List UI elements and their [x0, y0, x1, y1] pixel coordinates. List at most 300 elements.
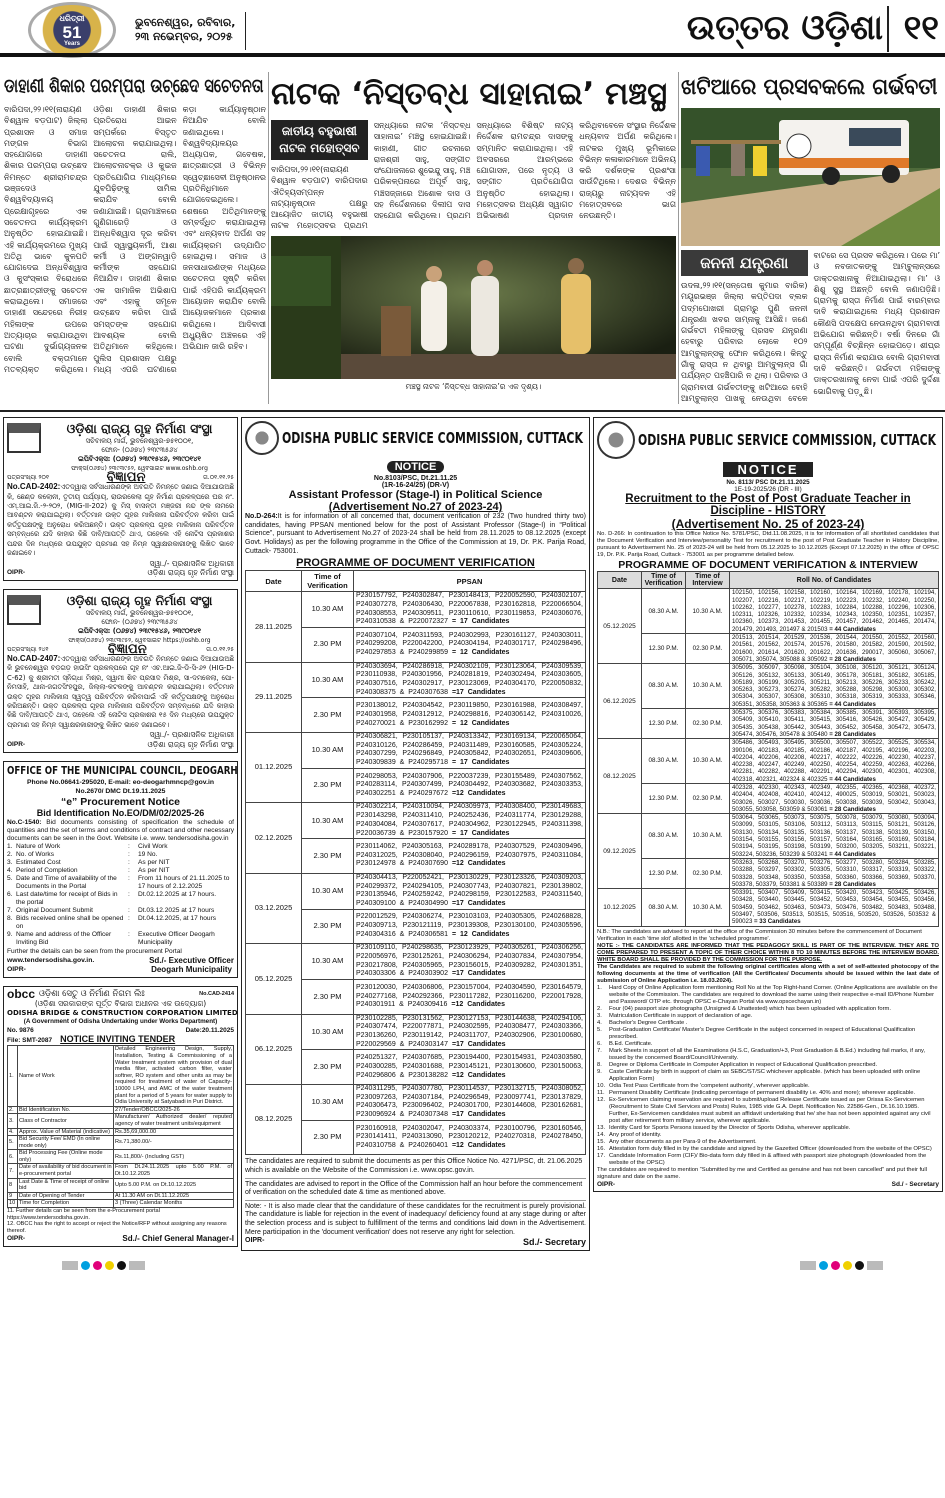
row-value: From Dt.24.11.2025 upto 5.00 P.M. of Dt.10.12.2025: [115, 1164, 232, 1178]
notice-number: No.D-264:: [245, 513, 278, 521]
schedule-date: 06.12.2025: [603, 697, 636, 705]
item-number: 17.: [597, 1152, 606, 1159]
phone-line: ଫୋନ- (୦୬୭୪) ୨୩୯୩୫୬୪: [101, 446, 178, 455]
work-detail-item: [7, 931, 234, 947]
tender-row: [8, 1200, 234, 1208]
document-item: [597, 985, 939, 1006]
schedule-row: [598, 814, 939, 859]
notice-heading: ବିଜ୍ଞାପନ: [106, 470, 146, 486]
item-value: Civil Work: [138, 843, 168, 851]
ppsan-list: P240307104, P240311593, P240302993, P230161127, P240303011, P240299208, P220042200, P240304194, P240301717, P240298496, P240297853 & P240299859: [356, 631, 583, 657]
right-article-headline: ଖଟିଆରେ ପ୍ରସବକଲେ ଗର୍ଭବତୀ: [681, 75, 938, 100]
obcc-logo: obcc: [7, 987, 36, 1002]
logo-number: 51: [62, 22, 82, 42]
notice-intro: It is for information of all concerned that, document verification of 232 (Two hundred thirty two) candidates, having PPSAN mentioned below for the post of Assistant Professor (Stage-I) in “Political Science”, pursuant to Advertisement No.27 of 2023-24 shall be held from 28.11.2025 to 08.12.2025 (except Govt. Holidays) as per the following programme in the Office of the Commission at 19, Dr. P.K. Parija Road, Cuttack- 753001.: [245, 513, 586, 555]
notice-intro: No. D-266: In continuation to this Office Notice No. 5781/PSC, Dtd.11.08.2025, it is for information of all shortlisted candidates that the Document Verification and Interview/personality Test for recruitment to the post of Post Graduate Teacher in History Discipline, pursuant to Advertisement No. 25 of 2023-24 will be held from 05.12.2025 to 10.12.2025 (Except 07.12.2025) in the office of OPSC 19, Dr. P.K. Parija Road, Cuttack - 753001 as per programme detailed below.: [597, 531, 939, 559]
row-label: Class of Contractor: [19, 1117, 67, 1124]
row-label: Date of Opening of Tender: [19, 1192, 85, 1199]
roll-number-list: 305095, 305097, 305098, 305104, 305108, 305120, 305121, 305124, 305126, 305132, 305133, 305149, 305178, 305181, 305182, 305185, 305189, 305199, 305205, 305211, 305213, 305226, 305233, 305242, 305263, 305273, 305274, 305282, 305288, 305298, 305300, 305302, 305304, 305307, 305308, 305310, 305318, 305319, 305333, 305346, 305351, 305358, 305363 & 305365: [732, 664, 936, 708]
column-verification-time: Time of Verification: [644, 573, 683, 588]
center-article-text: ବାରିପଦା,୨୨।୧୧(ନାରାୟଣ ବିଶ୍ୱାଳ ବଡ଼ପାଟ) ବାରିପଦାର ଐତିହ୍ୟସମ୍ପନ୍ନ ନାଟ୍ୟାନୁଷ୍ଠାନ ପକ୍ଷରୁ ଆୟୋଜିତ ଜାତୀୟ ବହୁଭାଷୀ ନାଟକ ମହୋତ୍ସବର ପ୍ରଥମ ସନ୍ଧ୍ୟାରେ ନାଟକ ‘ନିସ୍ତବ୍ଧ ସାହାନାଇ’ ମଞ୍ଚସ୍ଥ ହୋଇଯାଇଛି। କାହାଣୀ, ଗୀତ ରଚନାରେ ରାଜଶ୍ରୀ ସାହୁ, ସଙ୍ଗୀତ ସଂଯୋଜନାରେ ଶୁଭେନ୍ଦୁ ସାହୁ, ମଞ୍ଚ ପରିକଳ୍ପନାରେ ଅପୂର୍ବ ସାହୁ, ମଞ୍ଚସଜ୍ଜାରେ ଅଶୋକ ଦାସ ଓ ସହ ନିର୍ଦ୍ଦେଶନାରେ ଦିଲୀପ ଦାସ ସହଯୋଗ କରିଥିଲେ। ପ୍ରଥମ ସନ୍ଧ୍ୟାରେ ବିଶିଷ୍ଟ ନାଟ୍ୟ ନିର୍ଦ୍ଦେଶକ ରାମଚନ୍ଦ୍ର ଦାସଙ୍କୁ ସମ୍ମାନିତ କରାଯାଇଥିଲା। ଏହି ଅବସରରେ ଆରମ୍ଭରେ ଯୋଗାସନ, ପରେ ନୃତ୍ୟ ଓ ସଙ୍ଗୀତ ପ୍ରତିଯୋଗିତା ଅନୁଷ୍ଠିତ ହୋଇଥିଲା। ମହୋତ୍ସବର ଅଧ୍ୟକ୍ଷ ସ୍ୱାଗତ ଅଭିଭାଷଣ ପ୍ରଦାନ କରିଥିବାବେଳେ ସଂସ୍ଥାର ନିର୍ଦ୍ଦେଶକ ଧନ୍ୟବାଦ ଅର୍ପଣ କରିଥିଲେ। ନାଟକର ମୁଖ୍ୟ ଭୂମିକାରେ ବିଭିନ୍ନ କଳାକାରମାନେ ଅଭିନୟ କରି ଦର୍ଶକଙ୍କ ପ୍ରଶଂସା ସାଉଁଟିଥିଲେ। ଦେଶର ବିଭିନ୍ନ ରାଜ୍ୟରୁ ନାଟ୍ୟଦଳ ଏହି ମହୋତ୍ସବରେ ଭାଗ ନେଉଛନ୍ତି।: [271, 121, 676, 231]
document-item: [597, 1125, 939, 1132]
item-number: 7.: [597, 1047, 602, 1054]
item-number: 12.: [597, 1096, 606, 1103]
oipr-code: OIPR-: [245, 1237, 265, 1245]
oipr-code: OIPR-: [7, 569, 26, 577]
tender-row: [8, 1164, 234, 1178]
schedule-row: [598, 589, 939, 634]
item-value: Dt.03.12.2025 at 17 hours: [138, 907, 215, 915]
schedule-date: 01.12.2025: [254, 762, 293, 772]
corporation-title: ODISHA BRIDGE & CONSTRUCTION CORPORATION LIMITED: [7, 1008, 238, 1018]
notice-number: No. 9876: [7, 1027, 34, 1035]
item-text: Identity Card for Sports Persons issued by the Director of Sports Odisha, wherever applicable.: [609, 1124, 851, 1131]
schedule-row: [598, 783, 939, 813]
row-label: Name of Work: [19, 1072, 55, 1079]
section-title: ଉତ୍ତର ଓଡ଼ିଶା: [686, 8, 883, 48]
notices-section: [0, 417, 945, 1251]
item-text: Odia Test Pass Certificate from the 'competent authority', wherever applicable.: [609, 1082, 810, 1089]
schedule-row: [598, 739, 939, 784]
logo-word: ଧରିତ୍ରୀ: [59, 13, 85, 23]
roll-number-list: 503263, 503268, 503270, 503276, 503277, 503280, 503284, 503285, 503288, 503297, 503302, 503305, 503310, 503317, 503319, 503322, 503328, 503348, 503350, 503358, 503360, 503366, 503369, 503370, 503378, 503379, 503381 & 503389: [732, 858, 936, 888]
center-article-body: [271, 120, 676, 232]
work-detail-item: [7, 843, 234, 851]
housing-board-notice-1: [3, 417, 238, 581]
item-text: Bachelor's Degree Certificate .: [609, 1019, 688, 1026]
item-number: 2.: [7, 851, 13, 859]
separator: :: [128, 843, 130, 851]
roll-number-list: 503391, 503407, 503409, 503415, 503420, 503423, 503425, 503426, 503428, 503440, 503445, 503452, 503453, 503454, 503455, 503456, 503459, 503462, 503463, 503473, 503476, 503482, 503483, 503488, 503497, 503506, 503513, 503515, 503516, 503520, 503526, 503532 & 590023: [732, 889, 936, 926]
candidate-count: = 33 Candidates: [754, 918, 801, 926]
row-label: Approx. Value of Material (indicative): [19, 1128, 110, 1135]
grey-swatch: [129, 1261, 145, 1270]
separator: :: [128, 851, 130, 859]
epbx-line: ଇପିବିଏକ୍ସ: (୦୬୭୪) ୨୩୯୧୫୪୬, ୨୩୯୦୧୪୧: [78, 455, 201, 464]
document-item: [597, 1006, 939, 1013]
signatory: Sd./- Secretary: [522, 1237, 586, 1248]
housing-board-logo-icon: [7, 423, 41, 453]
document-item: [597, 1041, 939, 1048]
schedule-row: [246, 662, 586, 698]
tender-row: [8, 1136, 234, 1150]
item-value: As per NIT: [138, 859, 170, 867]
certificates-requirement: The Candidates are required to submit the following original certificates along with a set of self-attested photocopy of the following documents at the time of verification (All the Certificates/ Documents should be issued within the last date of submission of Online Application i.e. 18.03.2024).: [597, 963, 939, 984]
item-text: Degree or Diploma Certificate in Computer Application in respect of Educational Qualification prescribed.: [609, 1061, 878, 1068]
print-registration-marks-right: [800, 1261, 883, 1271]
signatory: ସ୍ୱା./- ପ୍ରଶାସନିକ ଅଧିକାରୀ: [149, 730, 234, 740]
nb-note: N.B.: The candidates are advised to report at the office of the Commission 30 minutes before the commencement of Document Verification in each 'time slot' allotted in the 'scheduled programme'.: [597, 928, 922, 942]
schedule-row: [598, 634, 939, 664]
column-ppsan: PPSAN: [456, 576, 483, 586]
candidate-count: =17 Candidates: [451, 1040, 506, 1048]
item-label: Last date/time for receipt of Bids in the portal: [16, 891, 118, 907]
candidate-count: = 17 Candidates: [451, 759, 510, 767]
verification-time: 2.30 PM: [313, 850, 342, 860]
separator: :: [128, 875, 130, 883]
signatory-office: Deogarh Municipality: [151, 965, 232, 975]
file-reference: (1R-16-24/25) (DR-V): [381, 482, 450, 490]
ambulance-village-photo: [681, 108, 940, 246]
tender-row: [8, 1192, 234, 1200]
document-item: [597, 1090, 939, 1097]
epbx-line: ଇପିବିଏକ୍ସ: (୦୬୭୪) ୨୩୯୧୫୪୬, ୨୩୯୦୧୪୧: [78, 627, 201, 636]
candidate-count: = 44 Candidates: [829, 775, 876, 783]
column-roll-numbers: Roll No. of Candidates: [796, 576, 872, 584]
reference-number: No.8103/PSC, Dt.21.11.25: [373, 475, 458, 483]
work-detail-item: [7, 851, 234, 859]
dateline-city-day: ଭୁବନେଶ୍ୱର, ରବିବାର,: [135, 16, 236, 29]
candidate-count: = 12 Candidates: [451, 649, 510, 657]
grey-swatch: [867, 1261, 883, 1270]
corporation-subtitle: (A Government of Odisha Undertaking under Works Department): [23, 1018, 218, 1026]
commission-title: ODISHA PUBLIC SERVICE COMMISSION, CUTTACK: [282, 429, 583, 448]
pedagogy-note: NOTE :- THE CANDIDATES ARE INFORMED THAT THE PEDAGOGY SKILL IS PART OF THE INTERVIEW. THEY ARE TO COME PREPARED TO PRESENT A TOPIC OF THEIR CHOICE WITHIN 8 TO 10 MINUTES BEFORE THE INTERVIEW BOARD. WHITE BOARD SHALL BE PROVIDED BY THE COMMISSION FOR THE PURPOSE.: [597, 942, 939, 963]
ppsan-list: P230138012, P240304542, P230119850, P230161988, P240308497, P240301958, P240312912, P240298816, P240306142, P240310026, P240270021 & P230162992: [356, 702, 583, 727]
verification-time: 12.30 P.M.: [648, 644, 679, 652]
reference-number: No.2670/ DMC Dt.19.11.2025: [75, 787, 166, 795]
item-label: Original Document Submit: [16, 907, 93, 915]
row-label: Bid Processing Fee (Online mode only): [19, 1150, 103, 1163]
post-title: Assistant Professor (Stage-I) in Political Science: [288, 489, 543, 502]
print-registration-marks-left: [62, 1261, 145, 1271]
signatory-office: ଓଡ଼ିଶା ରାଜ୍ୟ ଗୃହ ନିର୍ମାଣ ସଂସ୍ଥା: [147, 739, 234, 749]
item-text: Attestation form duly filled in by the candidate and signed by the Gazetted Officer (downloaded from the website of the OPSC): [609, 1145, 932, 1152]
verification-time: 08.30 A.M.: [648, 607, 679, 615]
signatory: Sd./- Chief General Manager-I: [122, 1234, 234, 1244]
interview-time: 10.30 A.M.: [692, 832, 723, 840]
divider: [268, 72, 269, 404]
verification-time: 12.30 P.M.: [648, 869, 679, 877]
item-number: 10.: [597, 1082, 606, 1089]
interview-time: 02.30 P.M.: [692, 644, 723, 652]
schedule-row: [598, 664, 939, 709]
deogarh-procurement-notice: [3, 761, 238, 979]
verification-time: 08.30 A.M.: [648, 682, 679, 690]
row-number: 1.: [9, 1072, 14, 1079]
document-item: [597, 1097, 939, 1125]
address-line: ସଚିବାଳୟ ମାର୍ଗ, ଭୁବନେଶ୍ୱର-୭୫୧୦୦୧,: [85, 609, 194, 618]
item-number: 9.: [597, 1068, 602, 1075]
tender-row: [8, 1178, 234, 1192]
programme-heading: PROGRAMME OF DOCUMENT VERIFICATION: [296, 557, 535, 570]
row-value: Manufacturer/ Authorized dealer/ reputed agency of water treatment units/equipment: [115, 1114, 232, 1127]
item-value: Executive Officer Deogarh Municipality: [138, 931, 215, 947]
schedule-date: 28.11.2025: [255, 621, 292, 631]
grey-swatch: [62, 1261, 78, 1270]
tender-row: [8, 1114, 234, 1128]
tender-row: [8, 1106, 234, 1114]
work-details-list: [7, 843, 234, 947]
document-item: [597, 1062, 939, 1069]
file-number: File: SMT-2087: [7, 1037, 53, 1045]
programme-heading: PROGRAMME OF DOCUMENT VERIFICATION & INTERVIEW: [618, 559, 918, 572]
item-label: Estimated Cost: [16, 859, 61, 867]
festival-label-box: ଜାତୀୟ ବହୁଭାଷୀ ନାଟକ ମହୋତ୍ସବ: [271, 120, 368, 160]
schedule-row: [246, 803, 586, 839]
verification-time: 10.30 AM: [311, 815, 344, 825]
notice-heading: ବିଜ୍ଞାପନ: [107, 642, 147, 658]
item-number: 13.: [597, 1124, 606, 1131]
notice-title: OFFICE OF THE MUNICIPAL COUNCIL, DEOGARH: [7, 764, 238, 777]
schedule-date: 10.12.2025: [603, 903, 636, 911]
separator: :: [128, 915, 130, 923]
work-detail-item: [7, 859, 234, 867]
board-title: ଓଡ଼ିଶା ରାଜ୍ୟ ଗୃହ ନିର୍ମାଣ ସଂସ୍ଥା: [66, 421, 213, 437]
color-dot: [855, 1261, 864, 1270]
report-time-note: The candidates are advised to report in the Office of the Commission half an hour before the commencement of verification on the scheduled date & time as mentioned above.: [245, 1181, 586, 1201]
item-number: 11.: [597, 1089, 605, 1096]
row-number: 8: [9, 1181, 13, 1188]
row-label: Bid Security Fee/ EMD (In online mode only): [19, 1136, 101, 1149]
discipline-title: Discipline - HISTORY: [710, 505, 826, 518]
column-time: Time of Verification: [307, 572, 348, 591]
letter-number: ପତ୍ରସଂଖ୍ୟା ୨୦୧: [7, 474, 49, 482]
row-label: Last Date & Time of receipt of online bid: [19, 1178, 110, 1192]
schedule-row: [246, 1085, 586, 1121]
row-value: Rs.71,380.00/-: [115, 1139, 152, 1146]
bid-identification: Bid Identification No.EO/DM/02/2025-26: [36, 807, 205, 818]
roll-number-list: 305486, 305493, 305495, 305500, 305507, 305522, 305525, 305534, 390106, 402183, 402185, 402186, 402187, 402195, 402196, 402203, 402204, 402206, 402208, 402217, 402222, 402226, 402230, 402237, 402238, 402247, 402249, 402250, 402254, 402259, 402263, 402266, 402281, 402282, 402288, 402291, 402294, 402300, 402301, 402308, 402318, 402321, 402324 & 402325: [732, 739, 936, 783]
item-text: B.Ed. Certificate.: [609, 1040, 653, 1047]
item-text: Mark Sheets in support of all the Examinations (H.S.C, Graduation/+3, Post Graduation & B.Ed.) including fail marks, if any, issued by the concerned Board/Council/University.: [609, 1047, 926, 1061]
oipr-code: OIPR-: [7, 740, 26, 748]
right-article: [681, 72, 940, 404]
roll-number-list: 503064, 503065, 503073, 503075, 503078, 503079, 503080, 503094, 503099, 503105, 503106, 503112, 503113, 503115, 503121, 503126, 503130, 503134, 503135, 503136, 503137, 503138, 503139, 503150, 503154, 503155, 503156, 503157, 503164, 503165, 503169, 503184, 503194, 503195, 503198, 503199, 503200, 503205, 503211, 503221, 503224, 503236, 503239 & 503241: [732, 814, 936, 858]
signatory-office: ଓଡ଼ିଶା ରାଜ୍ୟ ଗୃହ ନିର୍ମାଣ ସଂସ୍ଥା: [147, 568, 234, 578]
item-number: 2.: [597, 1005, 602, 1012]
item-number: 3.: [597, 1012, 602, 1019]
schedule-row: [246, 592, 586, 628]
schedule-row: [246, 733, 586, 769]
item-text: Post-Graduation Certificate/ Master's Degree Certificate in the subject concerned in respect of Educational Qualification prescribed.: [609, 1026, 916, 1040]
fax-website-line: ଫାକ୍ସ(୦୬୭୪) ୨୩୯୩୯୫୨, ୱେବସାଇଟ www.oshb.org: [71, 465, 208, 473]
ppsan-list: P230102285, P230131562, P230127153, P230144638, P240294106, P240307474, P220077871, P240302595, P240308477, P240303366, P230136260, P230119142, P240311707, P240302906, P230100680, P220029569 & P240303147: [356, 1014, 583, 1048]
mother-suffering-label-box: ଜନନୀ ଯନ୍ତ୍ରଣା: [681, 250, 808, 276]
file-reference: 1E-19-2025/26 (DR - III): [734, 486, 802, 494]
item-number: 1.: [597, 984, 602, 991]
work-detail-item: [7, 867, 234, 875]
schedule-row: [246, 944, 586, 980]
column-date: Date: [265, 576, 282, 586]
drama-scene-photo: [271, 236, 676, 379]
candidate-count: = 28 Candidates: [829, 880, 876, 888]
candidate-count: =12 Candidates: [451, 860, 506, 868]
logo-years: Years: [63, 40, 81, 47]
divider: [245, 12, 246, 50]
section-rule: [0, 410, 945, 412]
verification-time: 2.30 PM: [313, 639, 342, 649]
schedule-row: [598, 889, 939, 926]
item-label: Date and Time of availability of the Documents in the Portal: [16, 875, 117, 891]
cad-number: No.CAD-2414: [199, 991, 234, 998]
oipr-code: OIPR-: [7, 966, 26, 974]
divider: [678, 72, 679, 404]
notice-number: No.C-1540:: [7, 818, 42, 826]
post-title: Recruitment to the Post of Post Graduate Teacher in: [625, 493, 911, 506]
notice-intro: Bid documents consisting of specification the schedule of quantities and the set of terms and conditions of contract and other necessary documents can be seen in the Govt. Website i.e. www. tendersodisha.gov.in: [7, 818, 234, 843]
interview-time: 10.30 A.M.: [692, 607, 723, 615]
roll-number-list: 305375, 305376, 305383, 305384, 305385, 305391, 305393, 305395, 305409, 305410, 305411, 305415, 305416, 305426, 305427, 305429, 305435, 305438, 305442, 305443, 305452, 305458, 305472, 305473, 305474, 305476, 305478 & 305480: [732, 709, 936, 738]
roll-number-list: 102150, 102156, 102158, 102160, 102164, 102169, 102178, 102194, 102207, 102216, 102217, 102219, 102223, 102232, 102240, 102250, 102262, 102277, 102278, 102283, 102284, 102288, 102296, 102306, 102311, 102326, 102332, 102334, 102343, 102350, 102351, 102357, 102360, 102373, 201453, 201455, 201457, 201462, 201465, 201474, 201479, 201493, 201497 & 201503: [732, 589, 936, 633]
schedule-row: [598, 858, 939, 888]
opsc-political-science-notice: [241, 417, 590, 1251]
item-value: 19 No.: [138, 851, 158, 859]
left-article: [4, 72, 266, 375]
row-value: Rs.11,800/- (Including GST): [115, 1153, 185, 1160]
commission-title: ODISHA PUBLIC SERVICE COMMISSION, CUTTACK: [638, 431, 936, 450]
verification-time: 2.30 PM: [313, 709, 342, 719]
item-label: Nature of Work: [16, 843, 61, 851]
verification-time: 2.30 PM: [313, 991, 342, 1001]
item-number: 6.: [597, 1040, 602, 1047]
notice-text: ଏତଦ୍ୱାରା ସର୍ବସାଧାରଣଙ୍କ ଅବଗତି ନିମନ୍ତେ ଜଣାଇ ଦିଆଯାଉଅଛି କି, ଛେଣ୍ଡ କଲୋନୀ, ତୃତୀୟ ପର୍ଯ୍ୟାୟ, ରାଉରକେଲା ଗୃହ ନିର୍ମାଣ ପ୍ରକଳ୍ପରେ ଘର ନଂ. ଏମ୍.ଆଇ.ଜି.-୨-୨୦୨, (MIG-II-202) କୁ ମିସ୍ ବାସନ୍ତୀ ମଞ୍ଜରୀ ନନ୍ଦ ଙ୍କ ନାମରେ ଆବଣ୍ଟନ କରାଯାଇଥିଲା। ବର୍ତ୍ତମାନ ଉକ୍ତ ଗୃହର ମାଲିକାନା ପରିବର୍ତ୍ତନ କରିବା ପାଇଁ କର୍ତ୍ତୃପକ୍ଷଙ୍କୁ ଅନୁରୋଧ କରିଅଛନ୍ତି। ଉକ୍ତ ପ୍ରକଳ୍ପ ଗୃହର ମାଲିକାନା ପରିବର୍ତ୍ତନ ସମ୍ବନ୍ଧରେ ଯଦି କାହାର କିଛି ଦାବି/ଆପତ୍ତି ଥାଏ, ତାହେଲେ ଏହି ନୋଟିସ ପ୍ରକାଶର ପନ୍ଦର ଦିନ ମଧ୍ୟରେ ଉପଯୁକ୍ତ ପ୍ରମାଣ ସହ ନିମ୍ନ ସ୍ୱାକ୍ଷରକାରୀଙ୍କୁ ଲିଖିତ ଭାବେ ଜଣାଇବେ।: [7, 483, 234, 558]
opsc-emblem-icon: [597, 421, 635, 459]
row-value: 27/Tender/OBCC/2025-26: [115, 1106, 180, 1113]
separator: :: [128, 907, 130, 915]
row-number: 9: [9, 1192, 13, 1199]
work-detail-item: [7, 875, 234, 891]
candidate-count: =12 Candidates: [451, 1142, 506, 1150]
verification-time: 08.30 A.M.: [648, 832, 679, 840]
row-value: Upto 5.00 P.M. on Dt.10.12.2025: [115, 1181, 197, 1188]
dateline: [135, 16, 235, 44]
ppsan-list: P240311295, P240307780, P230114537, P230132715, P240308052, P230097263, P240307184, P240296549, P230097741, P230137829, P240306473, P230096402, P240301700, P230144608, P230162681, P230096924 & P240307348: [356, 1085, 583, 1119]
signatory: Sd./ - Secretary: [891, 1180, 939, 1188]
right-article-text: ଉଦଳା,୨୨।୧୧(ସନ୍ତୋଷ କୁମାର ବାରିକ) ମୟୂରଭଞ୍ଜ ଜିଲ୍ଲା କପ୍ତିପଦା ବ୍ଲକ ପଦ୍ମପୋଖରୀ ଗ୍ରାମରୁ ପୁଣି ଜନନୀ ଯନ୍ତ୍ରଣା ଖବର ସାମ୍ନାକୁ ଆସିଛି। ଜଣେ ଗର୍ଭବତୀ ମହିଳାଙ୍କୁ ପ୍ରସବ ଯନ୍ତ୍ରଣା ହେବାରୁ ପରିବାର ଲୋକେ ୧୦୨ ଆମ୍ବୁଲାନ୍ସକୁ ଫୋନ କରିଥିଲେ। କିନ୍ତୁ ଗାଁକୁ ରାସ୍ତା ନ ଥିବାରୁ ଆମ୍ବୁଲାନ୍ସ ଗାଁ ପର୍ଯ୍ୟନ୍ତ ପହଞ୍ଚିପାରି ନ ଥିଲା। ପରିବାର ଓ ଗ୍ରାମବାସୀ ଗର୍ଭବତୀଙ୍କୁ ଖଟିଆରେ ବୋହି ଆମ୍ବୁଲାନ୍ସ ପାଖକୁ ନେଉଥିବା ବେଳେ ବାଟରେ ସେ ପ୍ରସବ କରିଥିଲେ। ପରେ ମା’ ଓ ନବଜାତକଙ୍କୁ ଆମ୍ବୁଲାନ୍ସରେ ଡାକ୍ତରଖାନାକୁ ନିଆଯାଇଥିଲା। ମା’ ଓ ଶିଶୁ ସୁସ୍ଥ ଅଛନ୍ତି ବୋଲି ଜଣାପଡ଼ିଛି। ଗ୍ରାମକୁ ରାସ୍ତା ନିର୍ମାଣ ପାଇଁ ବାରମ୍ବାର ଦାବି କରାଯାଇଥିଲେ ମଧ୍ୟ ପ୍ରଶାସନ କୌଣସି ପଦକ୍ଷେପ ନେଉନଥିବା ଗ୍ରାମବାସୀ ଅଭିଯୋଗ କରିଛନ୍ତି। ବର୍ଷା ଦିନରେ ଗାଁ ସମ୍ପୂର୍ଣ୍ଣ ବିଚ୍ଛିନ୍ନ ହୋଇପଡ଼େ। ଶୀଘ୍ର ରାସ୍ତା ନିର୍ମାଣ କରାଯାଉ ବୋଲି ଗ୍ରାମବାସୀ ଦାବି କରିଛନ୍ତି। ଗର୍ଭବତୀ ମହିଳାଙ୍କୁ ଡାକ୍ତରଖାନାକୁ ନେବା ପାଇଁ ଏପରି ଦୁର୍ଦ୍ଦଶା ଭୋଗିବାକୁ ପଡ଼ୁଛି।: [681, 251, 940, 403]
center-article: [271, 72, 676, 392]
documents-note: The candidates are required to submit the documents as per this Office Notice No. 4271/PSC, dt. 21.06.2025 which is available on the Website of the Commission i.e. www.opsc.gov.in.: [245, 1158, 586, 1178]
opsc-history-pgt-notice: [593, 417, 943, 1191]
color-dot: [93, 1261, 102, 1270]
interview-time: 10.30 A.M.: [692, 682, 723, 690]
housing-board-notice-2: [3, 589, 238, 753]
row-label: Date of availability of bid document in e-procurement portal: [19, 1164, 112, 1178]
schedule-row: [246, 873, 586, 909]
news-section: [0, 60, 945, 408]
verification-time: 10.30 AM: [311, 604, 344, 614]
interview-time: 10.30 A.M.: [692, 903, 723, 911]
item-number: 9.: [7, 931, 13, 939]
page-number: ୧୧: [903, 8, 939, 48]
candidate-count: = 12 Candidates: [451, 930, 510, 938]
row-number: 5.: [9, 1139, 14, 1146]
schedule-date: 06.12.2025: [254, 1044, 293, 1054]
item-text: Hard Copy of Online Application form mentioning Roll No at the Top Right-hand Corner. (Online Applications are available on the website of the Commission. The candidates are required to download the same using their respective e-mail ID/Phone Number and Password/ OTP etc. through OPSC e-Chayan Portal via www.opscechayan.in): [609, 984, 938, 1005]
tender-row: [8, 1128, 234, 1136]
notice-date: ତା.୦.୧୧.୨୫: [206, 646, 234, 654]
tender-row: [8, 1046, 234, 1106]
signatory: ସ୍ୱା./- ପ୍ରଶାସନିକ ଅଧିକାରୀ: [149, 558, 234, 568]
document-item: [597, 1027, 939, 1041]
separator: :: [128, 867, 130, 875]
item-text: Any proof of identity.: [609, 1131, 662, 1138]
center-article-headline: ନାଟକ ‘ନିସ୍ତବ୍ଧ ସାହାନାଇ’ ମଞ୍ଚସ୍ଥ: [271, 76, 667, 112]
color-dot: [117, 1261, 126, 1270]
candidate-count: = 28 Candidates: [829, 805, 876, 813]
row-number: 10: [9, 1200, 16, 1207]
notice-date: Date:20.11.2025: [185, 1027, 234, 1035]
oipr-code: OIPR-: [7, 1235, 26, 1243]
dateline-date: ୨୩ ନଭେମ୍ବର, ୨୦୨୫: [135, 30, 233, 43]
board-title: ଓଡ଼ିଶା ରାଜ୍ୟ ଗୃହ ନିର୍ମାଣ ସଂସ୍ଥା: [66, 593, 213, 609]
candidate-count: =17 Candidates: [451, 899, 506, 907]
candidate-count: =12 Candidates: [451, 790, 506, 797]
ppsan-list: P230157792, P240302847, P230148413, P220052590, P240302107, P240307278, P240306430, P220067838, P230162818, P220066504, P240308553, P240309511, P230110610, P230119853, P240306076, P240310538 & P220072327: [356, 592, 583, 626]
separator: :: [128, 859, 130, 867]
item-text: Candidate Information Form (CIF)/ Bio-data form duly filled in & affixed with passport size photograph (downloaded from the website of the OPSC): [609, 1152, 927, 1166]
verification-time: 10.30 AM: [311, 674, 344, 684]
document-item: [597, 1069, 939, 1083]
odia-subtitle: (ଓଡ଼ିଶା ସରକାରଙ୍କ ପୂର୍ତ୍ତ ବିଭାଗ ଅଧୀନର ଏକ ଉଦ୍ୟୋଗ): [34, 999, 207, 1009]
right-article-body: [681, 250, 940, 404]
schedule-row: [598, 709, 939, 739]
grey-swatch: [800, 1261, 816, 1270]
document-item: [597, 1013, 939, 1020]
item-text: Caste Certificate by birth in support of claim as SEBC/ST/SC whichever applicable. (which has been uploaded with online Application Form): [609, 1068, 921, 1082]
item-number: 1.: [7, 843, 13, 851]
candidate-count: = 17 Candidates: [451, 618, 510, 626]
schedule-date: 02.12.2025: [254, 832, 293, 842]
item-number: 8.: [7, 915, 13, 923]
notice-number: No.CAD-2407:: [7, 654, 61, 664]
row-label: Bid Identification No.: [19, 1106, 71, 1113]
ppsan-list: P240251327, P240307685, P230194400, P230154931, P240303580, P240300285, P240301688, P230145121, P230130600, P230150063, P240296806 & P230138282: [356, 1054, 583, 1079]
item-text: Four (04) passport size photographs (Unsigned & Unattested) which has been uploaded with application form.: [609, 1005, 891, 1012]
fax-website-line: ଫାକ୍ସ(୦୬୭୪) ୨୩୯୩୯୫୨, ୱେବସାଇଟ https://oshb.org: [68, 637, 211, 645]
candidate-count: =12 Candidates: [451, 1001, 505, 1009]
color-dot: [843, 1261, 852, 1270]
item-value: Dt.02.12.2025 at 17 hours.: [138, 891, 217, 899]
candidate-count: = 12 Candidates: [451, 719, 510, 727]
website-link[interactable]: www.tendersodisha.gov.in.: [7, 957, 95, 965]
row-number: 2.: [9, 1106, 14, 1113]
verification-time: 2.30 PM: [313, 1132, 342, 1142]
candidate-count: = 28 Candidates: [829, 655, 876, 663]
left-article-headline: ଡାହାଣୀ ଶିକାର ପରମ୍ପରା ଉଚ୍ଛେଦ ସଚେତନତା: [4, 75, 264, 97]
advertisement-number: (Advertisement No.27 of 2023-24): [328, 501, 503, 514]
interview-schedule-table: [597, 571, 939, 926]
certification-note: The candidates are required to mention “Submitted by me and Certified as genuine and has not been cancelled” and put their full signature and date on the same.: [597, 1166, 927, 1180]
color-dot: [831, 1261, 840, 1270]
schedule-date: 29.11.2025: [255, 691, 292, 701]
ppsan-list: P240298053, P240307906, P220037239, P230155489, P240307562, P240283114, P240307499, P240304492, P240303682, P240303353, P240302251 & P240297672: [356, 772, 583, 797]
document-item: [597, 1153, 939, 1167]
item-text: Any other documents as per Para-9 of the Advertisement.: [609, 1138, 757, 1145]
oipr-code: OIPR-: [597, 1180, 616, 1188]
item-label: Period of Completion: [16, 867, 78, 875]
note-11: 11. Further details can be seen from the e-Procurement portal https://www.tendersodisha.gov.in.: [7, 1208, 160, 1221]
obcc-tender-notice: [3, 986, 238, 1247]
schedule-date: 03.12.2025: [254, 903, 293, 913]
candidate-count: =17 Candidates: [451, 1111, 506, 1119]
item-number: 4.: [7, 867, 13, 875]
notice-heading: NOTICE INVITING TENDER: [60, 1034, 176, 1045]
contact-line: Phone No.06641-295020, E-mail: eo-deogarhmncp@gov.in: [26, 778, 215, 786]
photo-caption: ମଞ୍ଚସ୍ଥ ନାଟକ ‘ନିସ୍ତବ୍ଧ ସାହାନାଇ’ର ଏକ ଦୃଶ୍ୟ।: [405, 381, 542, 391]
verification-time: 12.30 P.M.: [648, 794, 679, 802]
candidate-count: = 28 Candidates: [829, 730, 876, 738]
verification-time: 10.30 AM: [311, 885, 344, 895]
item-text: Permanent Disability Certificate (indicating percentage of permanent disability i.e. 40% and more); wherever applicable.: [609, 1089, 916, 1096]
interview-time: 02.30 P.M.: [692, 794, 723, 802]
documents-list: [597, 985, 939, 1167]
schedule-date: 05.12.2025: [254, 973, 293, 983]
verification-time: 2.30 PM: [313, 921, 342, 931]
candidate-count: = 44 Candidates: [829, 850, 876, 858]
item-number: 15.: [597, 1138, 606, 1145]
divider: [887, 6, 889, 52]
